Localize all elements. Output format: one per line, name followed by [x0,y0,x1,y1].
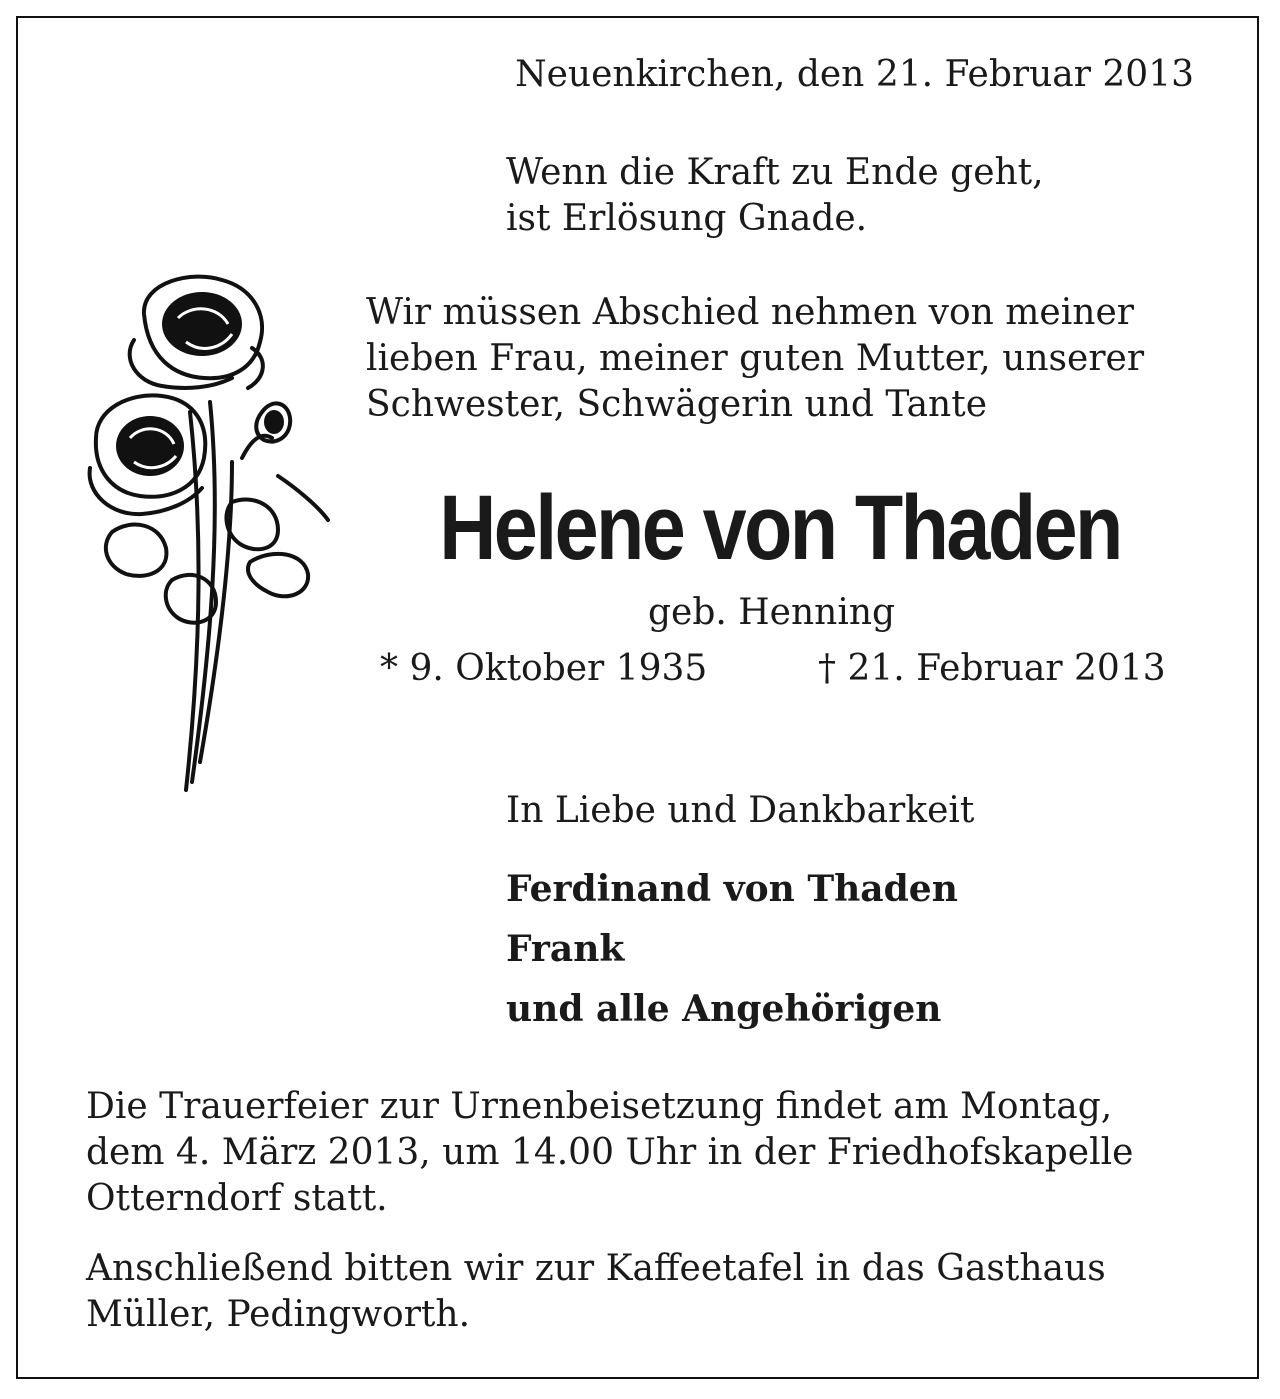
place-date: Neuenkirchen, den 21. Februar 2013 [515,54,1194,95]
birth-name: geb. Henning [648,592,896,633]
reception-line-1: Anschließend bitten wir zur Kaffeetafel in das Gasthaus [86,1248,1106,1289]
reception-line-2: Müller, Pedingworth. [86,1294,471,1335]
rose-bouquet-icon [82,262,342,802]
service-line-2: dem 4. März 2013, um 14.00 Uhr in der Friedhofskapelle [86,1132,1134,1173]
service-line-1: Die Trauerfeier zur Urnenbeisetzung findet am Montag, [86,1086,1113,1127]
intro-line-1: Wir müssen Abschied nehmen von meiner [366,292,1134,333]
quote-line-1: Wenn die Kraft zu Ende geht, [506,152,1044,193]
closing-phrase: In Liebe und Dankbarkeit [506,790,975,831]
birth-date: * 9. Oktober 1935 [380,648,708,689]
intro-line-3: Schwester, Schwägerin und Tante [366,384,987,425]
deceased-name: Helene von Thaden [439,477,1121,579]
quote-line-2: ist Erlösung Gnade. [506,198,868,239]
mourner-2: Frank [506,928,625,970]
death-date: † 21. Februar 2013 [818,648,1166,689]
intro-line-2: lieben Frau, meiner guten Mutter, unserer [366,338,1145,379]
mourner-1: Ferdinand von Thaden [506,868,958,910]
mourner-3: und alle Angehörigen [506,988,942,1030]
service-line-3: Otterndorf statt. [86,1178,388,1219]
